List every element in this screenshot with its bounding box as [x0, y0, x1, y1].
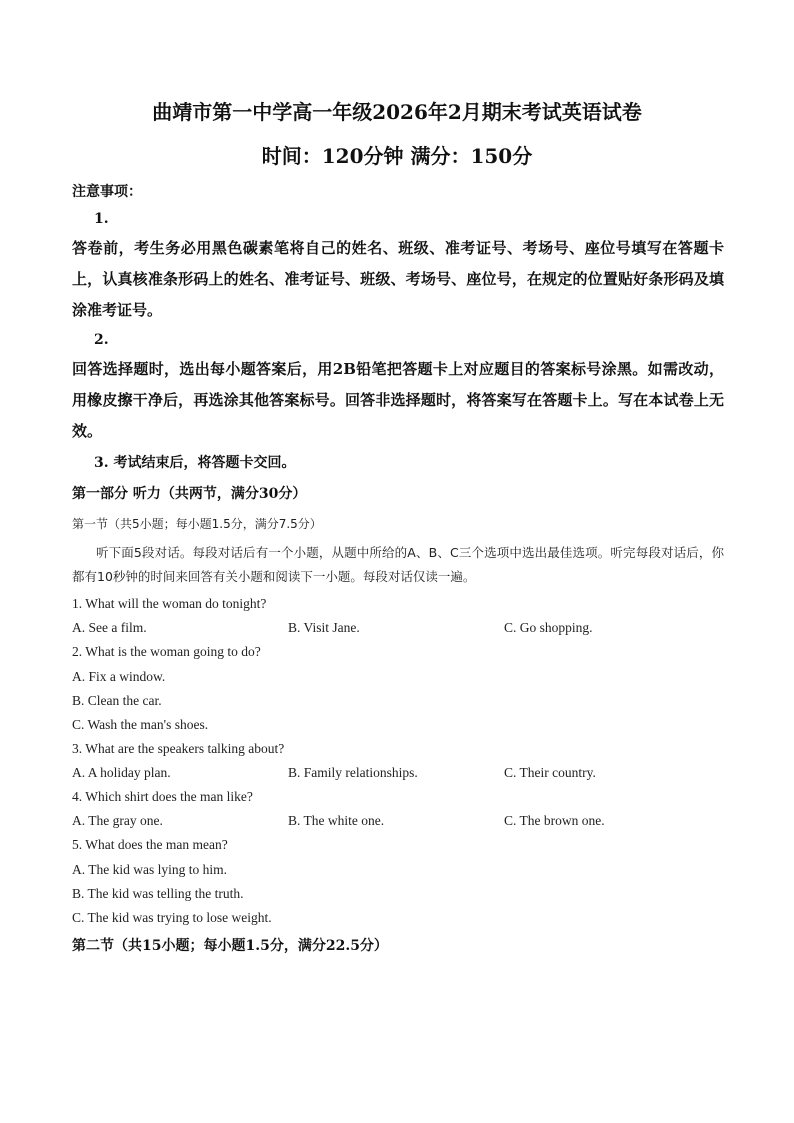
question-2-stem: 2. What is the woman going to do? — [72, 644, 261, 659]
notice-item-3: 3. 考试结束后，将答题卡交回。 — [94, 455, 296, 471]
question-3-option-a: A. A holiday plan. — [72, 765, 171, 780]
question-5-option-b: B. The kid was telling the truth. — [72, 886, 244, 901]
question-2-option-a: A. Fix a window. — [72, 669, 166, 684]
question-1-stem: 1. What will the woman do tonight? — [72, 596, 267, 611]
question-1-option-c: C. Go shopping. — [504, 620, 593, 635]
question-5-option-c: C. The kid was trying to lose weight. — [72, 910, 272, 925]
notice-heading: 注意事项： — [72, 184, 142, 200]
question-3-option-b: B. Family relationships. — [288, 765, 418, 780]
question-5-stem: 5. What does the man mean? — [72, 837, 228, 852]
exam-title: 曲靖市第一中学高一年级2026年2月期末考试英语试卷 — [152, 100, 642, 124]
exam-time-score: 时间：120分钟 满分：150分 — [261, 144, 533, 168]
question-4-option-b: B. The white one. — [288, 813, 385, 828]
question-5-option-a: A. The kid was lying to him. — [72, 862, 227, 877]
question-1-option-a: A. See a film. — [72, 620, 147, 635]
question-3-stem: 3. What are the speakers talking about? — [72, 741, 285, 756]
notice-item-2-number: 2. — [94, 332, 109, 348]
question-2-option-b: B. Clean the car. — [72, 693, 162, 708]
question-2-option-c: C. Wash the man's shoes. — [72, 717, 209, 732]
notice-item-2-text: 回答选择题时，选出每小题答案后，用2B铅笔把答题卡上对应题目的答案标号涂黑。如需改动，用橡皮擦干净后，再选涂其他答案标号。回答非选择题时，将答案写在答题卡上。写在本试卷上无效。 — [72, 360, 724, 440]
question-3-option-c: C. Their country. — [504, 765, 596, 780]
question-4-option-c: C. The brown one. — [504, 813, 605, 828]
part1-heading: 第一部分 听力（共两节，满分30分） — [72, 486, 307, 502]
question-1-option-b: B. Visit Jane. — [288, 620, 360, 635]
listening-instructions: 听下面5段对话。每段对话后有一个小题，从题中所给的A、B、C三个选项中选出最佳选项。听完每段对话后，你都有10秒钟的时间来回答有关小题和阅读下一小题。每段对话仅读一遍。 — [72, 545, 724, 584]
section2-heading: 第二节（共15小题；每小题1.5分，满分22.5分） — [72, 938, 388, 954]
notice-item-1-text: 答卷前，考生务必用黑色碳素笔将自己的姓名、班级、准考证号、考场号、座位号填写在答题卡上，认真核准条形码上的姓名、准考证号、班级、考场号、座位号，在规定的位置贴好条形码及填涂准考证号。 — [72, 239, 724, 319]
notice-item-1-number: 1. — [94, 211, 109, 227]
question-4-option-a: A. The gray one. — [72, 813, 163, 828]
question-4-stem: 4. Which shirt does the man like? — [72, 789, 253, 804]
section1-heading: 第一节（共5小题；每小题1.5分，满分7.5分） — [72, 517, 322, 531]
